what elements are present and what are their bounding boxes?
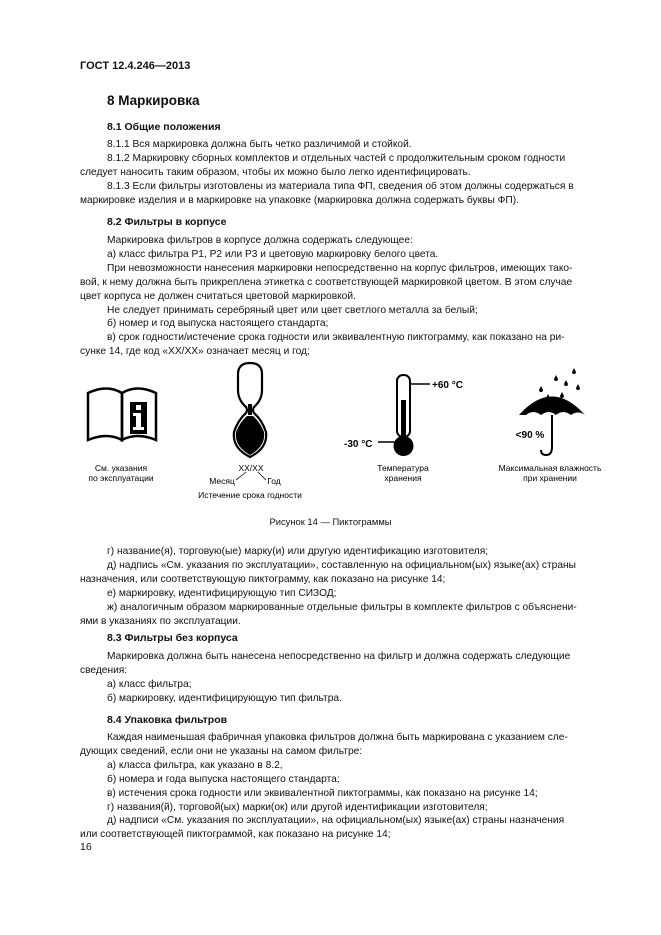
text-line: б) номера и года выпуска настоящего стандарта; bbox=[107, 773, 340, 785]
thermo-low-label: -30 °С bbox=[344, 439, 373, 450]
text-line: сведения: bbox=[80, 664, 128, 676]
humidity-label-2: при хранении bbox=[523, 473, 577, 483]
book-label-1: См. указания bbox=[94, 463, 148, 473]
text-line: г) названия(й), торговой(ых) марки(ок) или другой идентификации изготовителя; bbox=[107, 801, 488, 813]
humidity-umbrella-icon bbox=[519, 368, 585, 455]
section-8-2-continued bbox=[80, 545, 605, 628]
text-line: Маркировка фильтров в корпусе должна содержать следующее: bbox=[107, 235, 413, 246]
thermo-high-label: +60 °С bbox=[432, 380, 463, 391]
thermometer-icon bbox=[378, 375, 430, 456]
text-line: 8.1.2 Маркировку сборных комплектов и отдельных частей с продолжительным сроком годности bbox=[107, 152, 566, 164]
thermo-label-2: хранения bbox=[384, 473, 422, 483]
book-label-2: по эксплуатации bbox=[88, 473, 154, 483]
text-line: Не следует принимать серебряный цвет или цвет светлого металла за белый; bbox=[107, 304, 478, 316]
hourglass-icon bbox=[234, 363, 266, 457]
section-8-1-text bbox=[80, 138, 605, 208]
hourglass-code: XX/XX bbox=[238, 463, 264, 473]
hourglass-label: Истечение срока годности bbox=[198, 490, 302, 500]
text-line: б) номер и год выпуска настоящего стандарта; bbox=[107, 318, 329, 330]
hourglass-month-label: Месяц bbox=[209, 476, 235, 486]
pictograms-figure bbox=[0, 360, 661, 510]
document-header: ГОСТ 12.4.246—2013 bbox=[80, 60, 191, 72]
section-8-1-title: 8.1 Общие положения bbox=[107, 121, 221, 133]
section-8-2-title: 8.2 Фильтры в корпусе bbox=[107, 216, 227, 228]
text-line: е) маркировку, идентифицирующую тип СИЗОД; bbox=[107, 587, 337, 599]
text-line: следует наносить таким образом, чтобы их можно было легко идентифицировать. bbox=[80, 166, 471, 178]
section-8-3-text bbox=[80, 650, 605, 706]
figure-caption: Рисунок 14 — Пиктограммы bbox=[269, 516, 392, 527]
section-8-4-title: 8.4 Упаковка фильтров bbox=[107, 714, 228, 726]
text-line: вой, к нему должна быть прикреплена этикетка с соответствующей маркировкой цветом. В этом случае bbox=[80, 276, 573, 288]
section-8-3-title: 8.3 Фильтры без корпуса bbox=[107, 632, 238, 644]
section-8-title: 8 Маркировка bbox=[107, 93, 200, 108]
text-line: При невозможности нанесения маркировки непосредственно на корпус фильтров, имеющих тако- bbox=[107, 262, 573, 274]
text-line: или соответствующей пиктограммой, как показано на рисунке 14; bbox=[80, 829, 391, 841]
hourglass-year-label: Год bbox=[267, 476, 281, 486]
text-line: сунке 14, где код «XX/XX» означает месяц и год; bbox=[80, 346, 310, 358]
text-line: маркировке изделия и в маркировке на упаковке (маркировка должна содержать буквы ФП). bbox=[80, 194, 519, 206]
section-8-4-text bbox=[80, 731, 605, 842]
text-line: ж) аналогичным образом маркированные отдельные фильтры в комплекте фильтров с объяснени- bbox=[107, 601, 577, 613]
text-line: д) надпись «См. указания по эксплуатации», составленную на официальном(ых) языке(ах) страны bbox=[107, 559, 576, 571]
text-line: г) название(я), торговую(ые) марку(и) или другую идентификацию изготовителя; bbox=[107, 546, 489, 557]
section-8-2-text bbox=[80, 234, 605, 359]
page-number: 16 bbox=[80, 841, 92, 853]
text-line: в) срок годности/истечение срока годности или эквивалентную пиктограмму, как показано на ри- bbox=[107, 332, 565, 344]
instructions-book-icon bbox=[88, 389, 156, 441]
text-line: д) надписи «См. указания по эксплуатации», на официальном(ых) языке(ах) страны назначения bbox=[107, 815, 565, 827]
text-line: дующих сведений, если они не указаны на самом фильтре: bbox=[80, 745, 363, 757]
text-line: б) маркировку, идентифицирующую тип фильтра. bbox=[107, 692, 342, 704]
text-line: а) класса фильтра, как указано в 8.2, bbox=[107, 759, 283, 771]
text-line: цвет корпуса не должен считаться цветовой маркировкой. bbox=[80, 290, 356, 302]
text-line: Маркировка должна быть нанесена непосредственно на фильтр и должна содержать следующие bbox=[107, 651, 571, 662]
thermo-label-1: Температура bbox=[377, 463, 429, 473]
text-line: 8.1.3 Если фильтры изготовлены из материала типа ФП, сведения об этом должны содержаться в bbox=[107, 180, 574, 192]
text-line: а) класс фильтра; bbox=[107, 678, 192, 690]
humidity-label-1: Максимальная влажность bbox=[498, 463, 602, 473]
text-line: ями в указаниях по эксплуатации. bbox=[80, 615, 241, 627]
humidity-value: <90 % bbox=[515, 430, 545, 441]
text-line: а) класс фильтра Р1, Р2 или Р3 и цветовую маркировку белого цвета. bbox=[107, 248, 439, 260]
text-line: назначения, или соответствующую пиктограмму, как показано на рисунке 14; bbox=[80, 573, 446, 585]
text-line: 8.1.1 Вся маркировка должна быть четко различимой и стойкой. bbox=[107, 139, 412, 150]
text-line: Каждая наименьшая фабричная упаковка фильтров должна быть маркирована с указанием сле- bbox=[107, 732, 568, 743]
text-line: в) истечения срока годности или эквивалентной пиктограммы, как показано на рисунке 14; bbox=[107, 787, 538, 799]
